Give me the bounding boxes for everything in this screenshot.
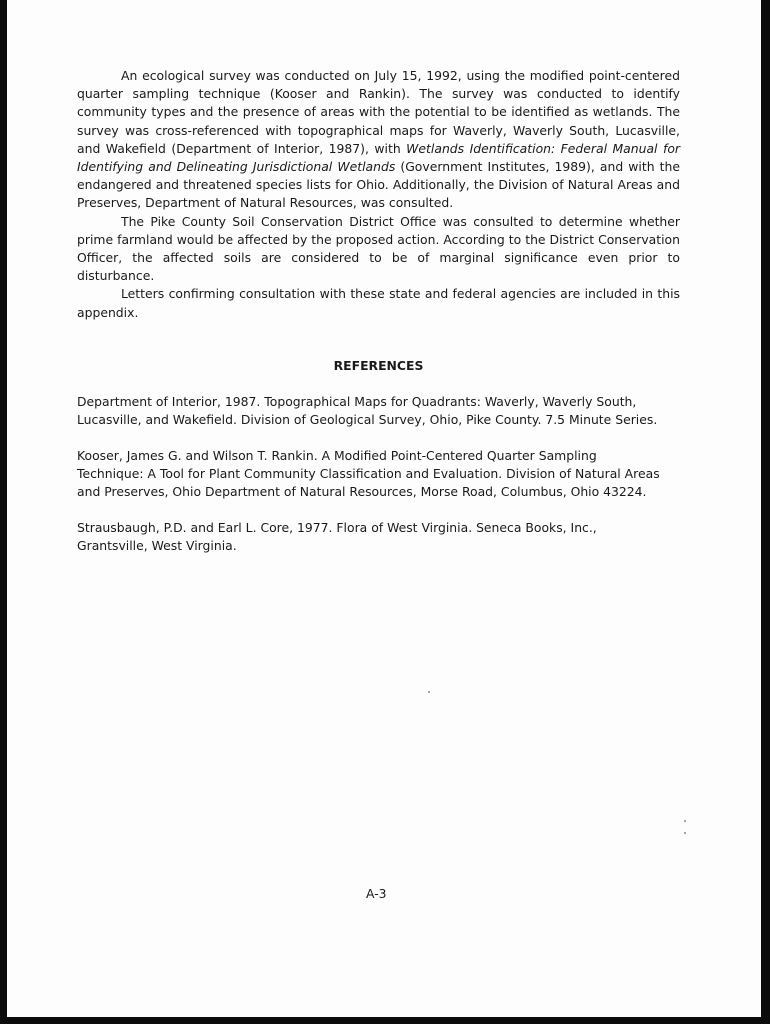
reference-item: Strausbaugh, P.D. and Earl L. Core, 1977. Flora of West Virginia. Seneca Books, Inc., Grantsville, West Virginia.: [77, 520, 597, 553]
paragraph-survey-text-b: (Government Institutes, 1989), and with the endangered and threatened species lists for Ohio. Additionally, the Division of Natural Areas and Preserves, Department of Natural Resources, was consulted.: [77, 159, 680, 211]
paragraph-letters: Letters confirming consultation with these state and federal agencies are included in this appendix.: [77, 286, 680, 320]
paragraph-survey: [77, 67, 680, 213]
scan-border-bottom: [0, 1017, 770, 1024]
body-text: [77, 67, 680, 322]
paragraph-survey-text-a: An ecological survey was conducted on July 15, 1992, using the modified point-centered quarter sampling technique (Kooser and Rankin). The survey was conducted to identify community types and the presence of areas with the potential to be identified as wetlands. The survey was cross-referenced with topographical maps for Waverly, Waverly South, Lucasville, and Wakefield (Department of Interior, 1987), with: [77, 68, 680, 156]
reference-item: Kooser, James G. and Wilson T. Rankin. A Modified Point-Centered Quarter Sampling Technique: A Tool for Plant Community Classification and Evaluation. Division of Natural Areas and Preserves, Ohio Department of Natural Resources, Morse Road, Columbus, Ohio 43224.: [77, 448, 660, 499]
reference-item: Department of Interior, 1987. Topographical Maps for Quadrants: Waverly, Waverly South, Lucasville, and Wakefield. Division of Geological Survey, Ohio, Pike County. 7.5 Minute Series.: [77, 394, 658, 427]
scan-border-right: [761, 0, 770, 1024]
references-list: [77, 393, 667, 573]
scan-speck: [428, 691, 430, 693]
references-heading: REFERENCES: [333, 358, 424, 373]
page-number: A-3: [366, 886, 387, 901]
scan-border-left: [0, 0, 7, 1024]
manual-title: Wetlands Identification: Federal Manual for Identifying and Delineating Jurisdictional Wetlands: [77, 140, 680, 175]
paragraph-farmland: The Pike County Soil Conservation District Office was consulted to determine whether prime farmland would be affected by the proposed action. According to the District Conservation Officer, the affected soils are considered to be of marginal significance even prior to disturbance.: [77, 213, 680, 284]
scan-speck: [684, 832, 686, 834]
scan-speck: [684, 820, 686, 822]
